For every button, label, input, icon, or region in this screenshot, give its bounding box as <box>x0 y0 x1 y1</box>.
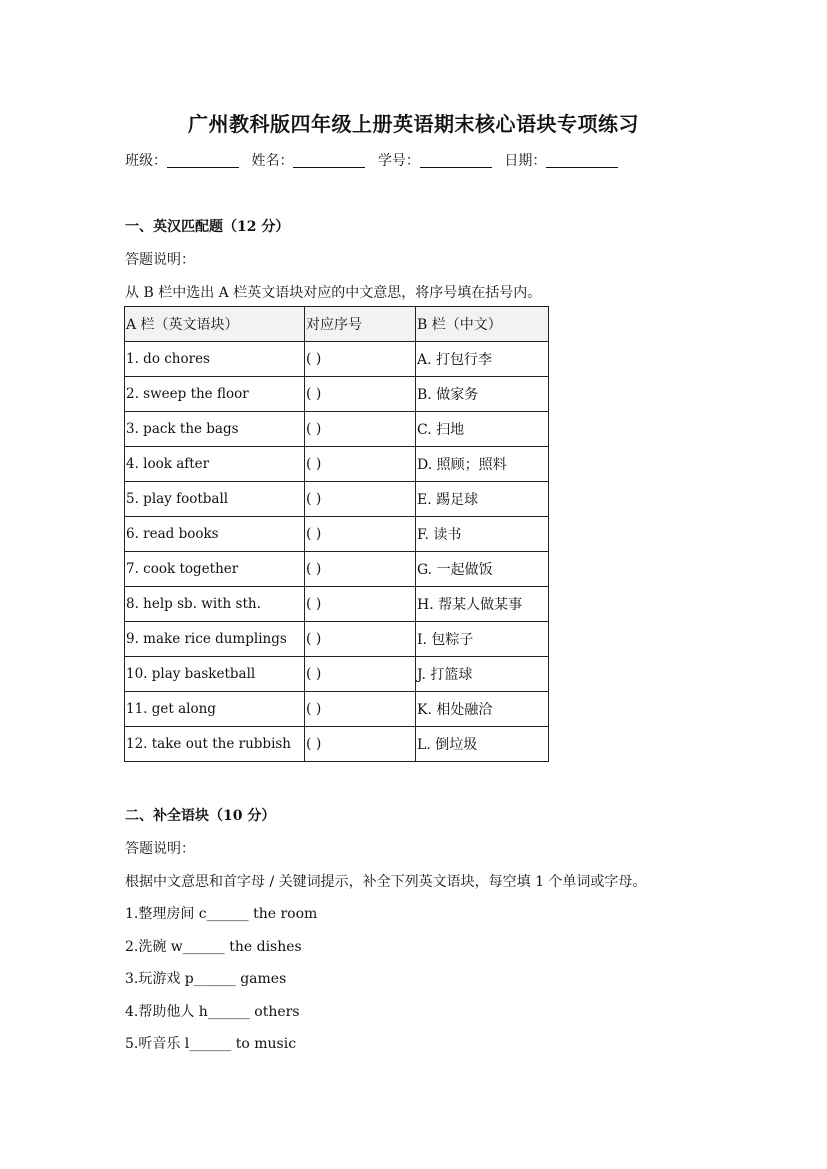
table-row <box>125 622 549 657</box>
table-row <box>125 412 549 447</box>
row-english: 2. sweep the floor <box>125 377 305 412</box>
table-header-row <box>125 307 549 342</box>
section2-heading: 二、补全语块（10 分） <box>125 808 276 824</box>
table-row <box>125 342 549 377</box>
table-row <box>125 517 549 552</box>
table-row <box>125 482 549 517</box>
row-answer-paren[interactable]: ( ) <box>305 587 416 622</box>
row-english: 5. play football <box>125 482 305 517</box>
table-row <box>125 692 549 727</box>
row-chinese: C. 扫地 <box>416 412 549 447</box>
row-english: 1. do chores <box>125 342 305 377</box>
row-english: 10. play basketball <box>125 657 305 692</box>
fill-item: 1.整理房间 c______ the room <box>125 906 318 922</box>
row-answer-paren[interactable]: ( ) <box>305 517 416 552</box>
row-chinese: L. 倒垃圾 <box>416 727 549 762</box>
student-info-line <box>125 150 626 170</box>
header-col-b: B 栏（中文） <box>416 307 549 342</box>
section1-heading: 一、英汉匹配题（12 分） <box>125 219 290 235</box>
fill-item: 4.帮助他人 h______ others <box>125 1004 300 1020</box>
fill-item: 3.玩游戏 p______ games <box>125 971 287 987</box>
section1-note-label: 答题说明： <box>125 252 195 268</box>
row-answer-paren[interactable]: ( ) <box>305 482 416 517</box>
matching-table <box>124 306 549 762</box>
row-chinese: A. 打包行李 <box>416 342 549 377</box>
header-col-a: A 栏（英文语块） <box>125 307 305 342</box>
table-row <box>125 377 549 412</box>
row-answer-paren[interactable]: ( ) <box>305 447 416 482</box>
row-chinese: I. 包粽子 <box>416 622 549 657</box>
id-blank[interactable] <box>420 153 492 168</box>
row-chinese: B. 做家务 <box>416 377 549 412</box>
row-english: 3. pack the bags <box>125 412 305 447</box>
class-blank[interactable] <box>167 153 239 168</box>
row-english: 9. make rice dumplings <box>125 622 305 657</box>
fill-item: 5.听音乐 l______ to music <box>125 1036 297 1052</box>
section1-instruction: 从 B 栏中选出 A 栏英文语块对应的中文意思，将序号填在括号内。 <box>125 285 542 301</box>
section2-instruction: 根据中文意思和首字母 / 关键词提示，补全下列英文语块，每空填 1 个单词或字母。 <box>125 874 647 890</box>
name-blank[interactable] <box>293 153 365 168</box>
row-answer-paren[interactable]: ( ) <box>305 342 416 377</box>
date-blank[interactable] <box>546 153 618 168</box>
row-answer-paren[interactable]: ( ) <box>305 692 416 727</box>
row-answer-paren[interactable]: ( ) <box>305 552 416 587</box>
row-chinese: D. 照顾；照料 <box>416 447 549 482</box>
row-english: 6. read books <box>125 517 305 552</box>
table-row <box>125 552 549 587</box>
row-answer-paren[interactable]: ( ) <box>305 412 416 447</box>
table-row <box>125 727 549 762</box>
row-english: 8. help sb. with sth. <box>125 587 305 622</box>
row-english: 7. cook together <box>125 552 305 587</box>
row-english: 12. take out the rubbish <box>125 727 305 762</box>
date-label: 日期： <box>504 153 547 169</box>
section2-note-label: 答题说明： <box>125 841 195 857</box>
table-row <box>125 587 549 622</box>
table-row <box>125 657 549 692</box>
id-label: 学号： <box>377 153 420 169</box>
row-chinese: G. 一起做饭 <box>416 552 549 587</box>
row-answer-paren[interactable]: ( ) <box>305 657 416 692</box>
row-chinese: H. 帮某人做某事 <box>416 587 549 622</box>
header-col-num: 对应序号 <box>305 307 416 342</box>
fill-item: 2.洗碗 w______ the dishes <box>125 939 302 955</box>
row-chinese: E. 踢足球 <box>416 482 549 517</box>
page-title: 广州教科版四年级上册英语期末核心语块专项练习 <box>188 112 639 136</box>
row-english: 11. get along <box>125 692 305 727</box>
row-answer-paren[interactable]: ( ) <box>305 377 416 412</box>
table-row <box>125 447 549 482</box>
class-label: 班级： <box>125 153 167 169</box>
row-chinese: F. 读书 <box>416 517 549 552</box>
row-answer-paren[interactable]: ( ) <box>305 622 416 657</box>
row-answer-paren[interactable]: ( ) <box>305 727 416 762</box>
row-english: 4. look after <box>125 447 305 482</box>
row-chinese: K. 相处融洽 <box>416 692 549 727</box>
name-label: 姓名： <box>251 153 294 169</box>
row-chinese: J. 打篮球 <box>416 657 549 692</box>
